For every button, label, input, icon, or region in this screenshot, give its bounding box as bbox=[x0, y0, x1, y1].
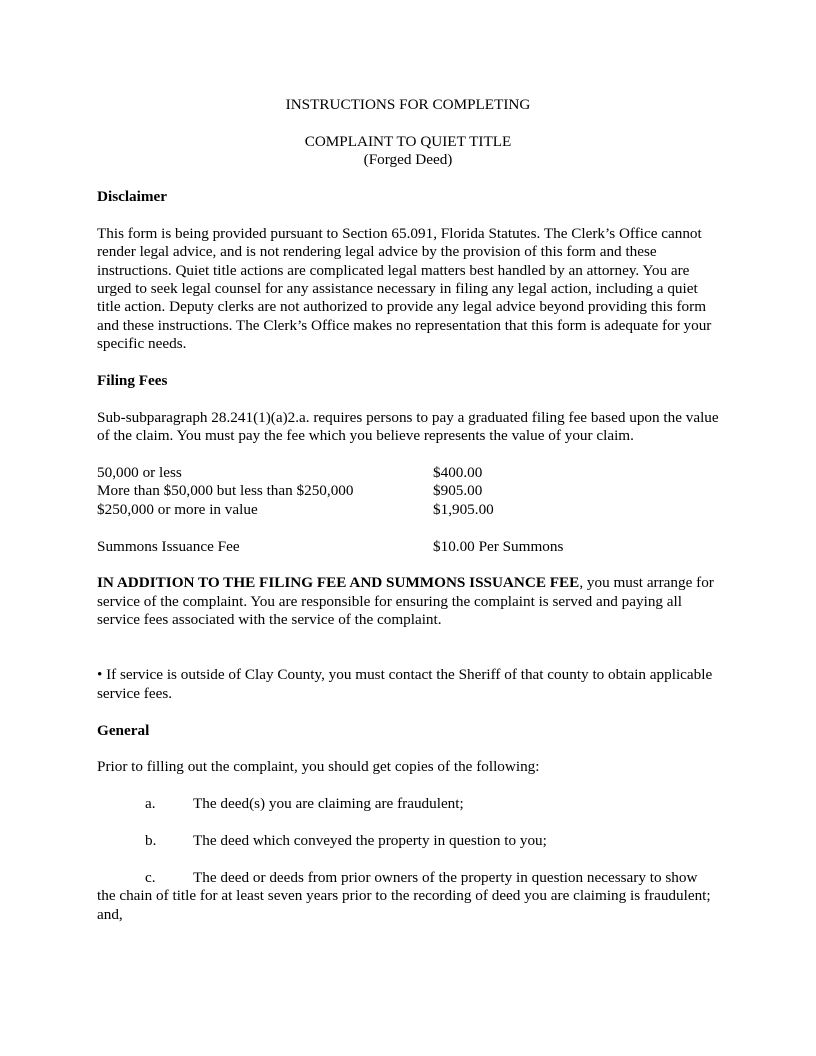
list-item bbox=[97, 869, 719, 924]
disclaimer-body: This form is being provided pursuant to Section 65.091, Florida Statutes. The Clerk’s Office cannot render legal advice, and is not rendering legal advice by the provision of this form and these instructions. Quiet title actions are complicated legal matters best handled by an attorney. You are urged to seek legal counsel for any assistance necessary in filing any legal action, including a quiet title action. Deputy clerks are not authorized to provide any legal advice beyond providing this form and these instructions. The Clerk’s Office makes no representation that this form is adequate for your specific needs. bbox=[97, 224, 712, 353]
general-intro: Prior to filling out the complaint, you should get copies of the following: bbox=[97, 758, 540, 776]
summons-fee-row bbox=[97, 538, 719, 556]
service-text: , you must arrange for service of the complaint. You are responsible for ensuring the complaint is served and paying all service fees associated with the service of the complaint. bbox=[97, 574, 714, 629]
fee-label: $250,000 or more in value bbox=[97, 500, 258, 518]
list-item-letter: c. bbox=[145, 868, 156, 886]
list-item bbox=[97, 795, 719, 813]
list-item-letter: b. bbox=[145, 832, 157, 850]
fee-amount: $905.00 bbox=[433, 482, 483, 500]
fee-table bbox=[97, 464, 719, 519]
fee-label: 50,000 or less bbox=[97, 464, 182, 482]
service-emphasis: IN ADDITION TO THE FILING FEE AND SUMMONS ISSUANCE FEE bbox=[97, 574, 580, 592]
service-paragraph bbox=[97, 574, 719, 629]
summons-fee-label: Summons Issuance Fee bbox=[97, 537, 240, 555]
disclaimer-heading: Disclaimer bbox=[97, 188, 168, 205]
fee-label: More than $50,000 but less than $250,000 bbox=[97, 482, 354, 500]
fee-row bbox=[97, 501, 719, 519]
fee-amount: $1,905.00 bbox=[433, 500, 494, 518]
summons-fee-amount: $10.00 Per Summons bbox=[433, 537, 564, 555]
filing-fees-intro: Sub-subparagraph 28.241(1)(a)2.a. requires persons to pay a graduated filing fee based upon the value of the claim. You must pay the fee which you believe represents the value of your claim. bbox=[97, 408, 719, 445]
list-item-text: The deed(s) you are claiming are fraudulent; bbox=[193, 795, 464, 813]
fee-amount: $400.00 bbox=[433, 464, 483, 482]
document-page bbox=[97, 96, 719, 924]
service-bullet: • If service is outside of Clay County, you must contact the Sheriff of that county to obtain applicable service fees. bbox=[97, 666, 713, 702]
general-heading: General bbox=[97, 721, 150, 739]
title-line-3: (Forged Deed) bbox=[363, 151, 453, 169]
list-item-text: The deed which conveyed the property in question to you; bbox=[193, 832, 547, 850]
fee-row bbox=[97, 482, 719, 500]
list-item-letter: a. bbox=[145, 795, 156, 813]
fee-row bbox=[97, 464, 719, 482]
list-item bbox=[97, 832, 719, 850]
filing-fees-heading: Filing Fees bbox=[97, 372, 168, 390]
list-item-text: The deed or deeds from prior owners of the property in question necessary to show the chain of title for at least seven years prior to the recording of deed you are claiming is fraudulent; and, bbox=[97, 868, 711, 923]
title-line-2: COMPLAINT TO QUIET TITLE bbox=[304, 132, 512, 150]
title-line-1: INSTRUCTIONS FOR COMPLETING bbox=[285, 96, 531, 113]
